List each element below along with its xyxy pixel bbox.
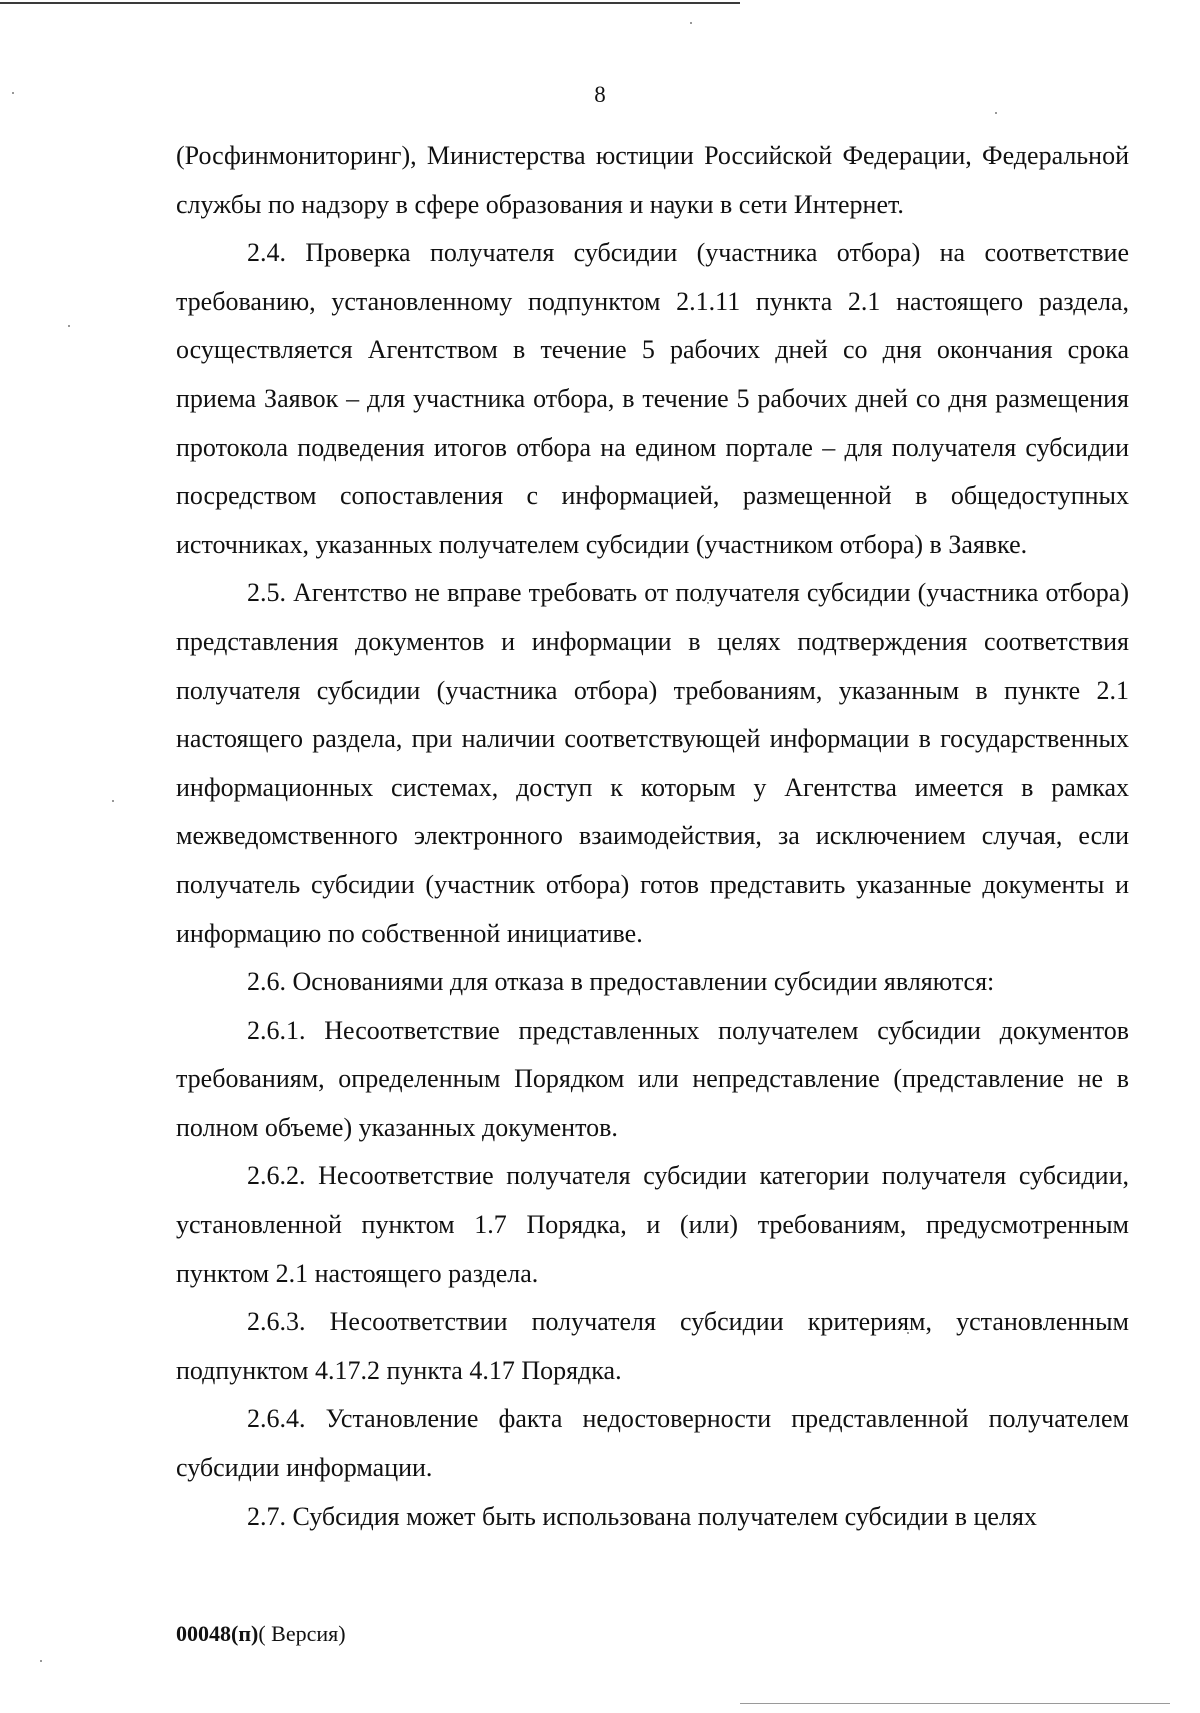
- document-footer: [176, 1619, 346, 1649]
- scan-speck: [995, 112, 997, 114]
- scan-edge-line-top: [0, 2, 740, 4]
- paragraph-2-6-1: 2.6.1. Несоответствие представленных получателем субсидии документов требованиям, определенным Порядком или непредставление (представление не в полном объеме) указанных документов.: [176, 1015, 1129, 1142]
- document-code: 00048(п): [176, 1621, 259, 1646]
- paragraph-continuation: (Росфинмониторинг), Министерства юстиции Российской Федерации, Федеральной службы по надзору в сфере образования и науки в сети Интернет.: [176, 141, 1129, 219]
- paragraph-2-7: 2.7. Субсидия может быть использована получателем субсидии в целях: [247, 1501, 1037, 1531]
- paragraph-2-6-2: 2.6.2. Несоответствие получателя субсидии категории получателя субсидии, установленной пунктом 1.7 Порядка, и (или) требованиям, предусмотренным пунктом 2.1 настоящего раздела.: [176, 1161, 1129, 1288]
- page-number: 8: [594, 82, 606, 107]
- paragraph-2-4: 2.4. Проверка получателя субсидии (участника отбора) на соответствие требованию, установленному подпунктом 2.1.11 пункта 2.1 настоящего раздела, осуществляется Агентством в течение 5 рабочих дней со дня окончания срока приема Заявок – для участника отбора, в течение 5 рабочих дней со дня размещения протокола подведения итогов отбора на едином портале – для получателя субсидии посредством сопоставления с информацией, размещенной в общедоступных источниках, указанных получателем субсидии (участником отбора) в Заявке.: [176, 238, 1129, 559]
- paragraph-2-5: 2.5. Агентство не вправе требовать от получателя субсидии (участника отбора) представления документов и информации в целях подтверждения соответствия получателя субсидии (участника отбора) требованиям, указанным в пункте 2.1 настоящего раздела, при наличии соответствующей информации в государственных информационных системах, доступ к которым у Агентства имеется в рамках межведомственного электронного взаимодействия, за исключением случая, если получатель субсидии (участник отбора) готов представить указанные документы и информацию по собственной инициативе.: [176, 578, 1129, 948]
- document-body: [176, 132, 1129, 1541]
- scan-edge-line-bottom: [740, 1703, 1170, 1704]
- scan-speck: [40, 1660, 42, 1662]
- paragraph-2-6-4: 2.6.4. Установление факта недостоверности представленной получателем субсидии информации.: [176, 1404, 1129, 1483]
- scan-speck: [690, 22, 692, 24]
- document-version: ( Версия): [258, 1621, 346, 1646]
- scan-speck: [112, 800, 114, 802]
- scan-speck: [68, 325, 70, 327]
- paragraph-2-6: 2.6. Основаниями для отказа в предоставлении субсидии являются:: [247, 967, 995, 997]
- paragraph-2-6-3: 2.6.3. Несоответствии получателя субсидии критериям, установленным подпунктом 4.17.2 пункта 4.17 Порядка.: [176, 1307, 1129, 1385]
